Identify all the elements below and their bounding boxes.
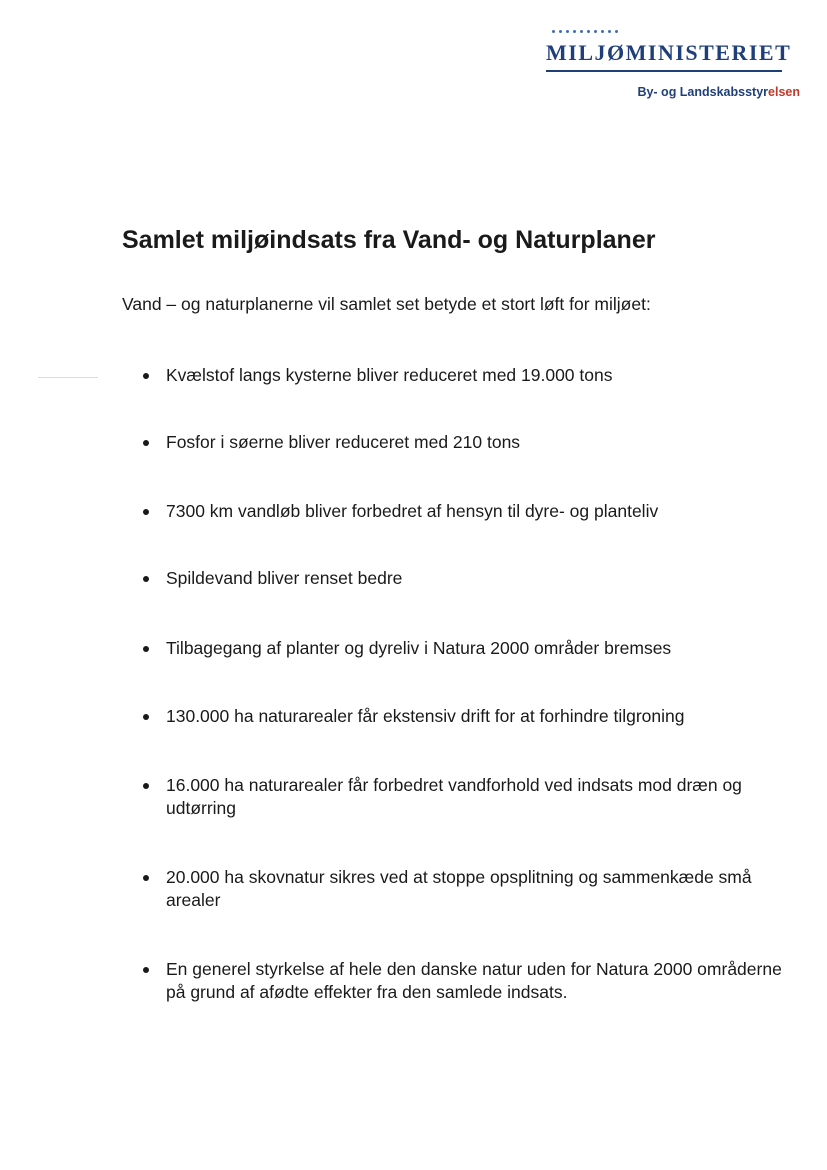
page-title: Samlet miljøindsats fra Vand- og Naturplaner xyxy=(122,226,656,254)
list-item xyxy=(140,500,800,523)
list-item xyxy=(140,431,800,454)
bullet-icon xyxy=(143,509,149,515)
list-item-text: Kvælstof langs kysterne bliver reduceret med 19.000 tons xyxy=(166,365,613,385)
intro-text: Vand – og naturplanerne vil samlet set betyde et stort løft for miljøet: xyxy=(122,294,651,314)
bullet-icon xyxy=(143,875,149,881)
list-item xyxy=(140,705,800,728)
logo-wordmark: MILJØMINISTERIET xyxy=(546,40,792,65)
bullet-icon xyxy=(143,576,149,582)
bullet-icon xyxy=(143,646,149,652)
list-item xyxy=(140,774,800,820)
list-item xyxy=(140,364,800,387)
list-item-text: Tilbagegang af planter og dyreliv i Natura 2000 områder bremses xyxy=(166,638,672,658)
list-item-text: Spildevand bliver renset bedre xyxy=(166,568,403,588)
list-item xyxy=(140,567,800,590)
bullet-icon xyxy=(143,783,149,789)
bullet-icon xyxy=(143,714,149,720)
logo-rule xyxy=(546,70,782,72)
logo-subtitle xyxy=(637,85,800,99)
list-item-text: Fosfor i søerne bliver reduceret med 210 tons xyxy=(166,432,521,452)
bullet-icon xyxy=(143,967,149,973)
scan-mark xyxy=(38,377,98,378)
list-item xyxy=(140,637,800,660)
list-item-text: En generel styrkelse af hele den danske natur uden for Natura 2000 områderne på grund af afødte effekter fra den samlede indsats. xyxy=(166,959,782,1002)
list-item xyxy=(140,866,800,912)
bullet-icon xyxy=(143,440,149,446)
list-item xyxy=(140,958,800,1004)
list-item-text: 130.000 ha naturarealer får ekstensiv drift for at forhindre tilgroning xyxy=(166,706,685,726)
list-item-text: 20.000 ha skovnatur sikres ved at stoppe opsplitning og sammenkæde små arealer xyxy=(166,867,752,910)
ministry-logo xyxy=(540,30,800,110)
list-item-text: 7300 km vandløb bliver forbedret af hensyn til dyre- og planteliv xyxy=(166,501,659,521)
logo-subtitle-accent: elsen xyxy=(768,85,800,99)
bullet-icon xyxy=(143,373,149,379)
logo-dots xyxy=(552,30,618,33)
list-item-text: 16.000 ha naturarealer får forbedret vandforhold ved indsats mod dræn og udtørring xyxy=(166,775,742,818)
logo-subtitle-prefix: By- og Landskabsstyr xyxy=(637,85,769,99)
